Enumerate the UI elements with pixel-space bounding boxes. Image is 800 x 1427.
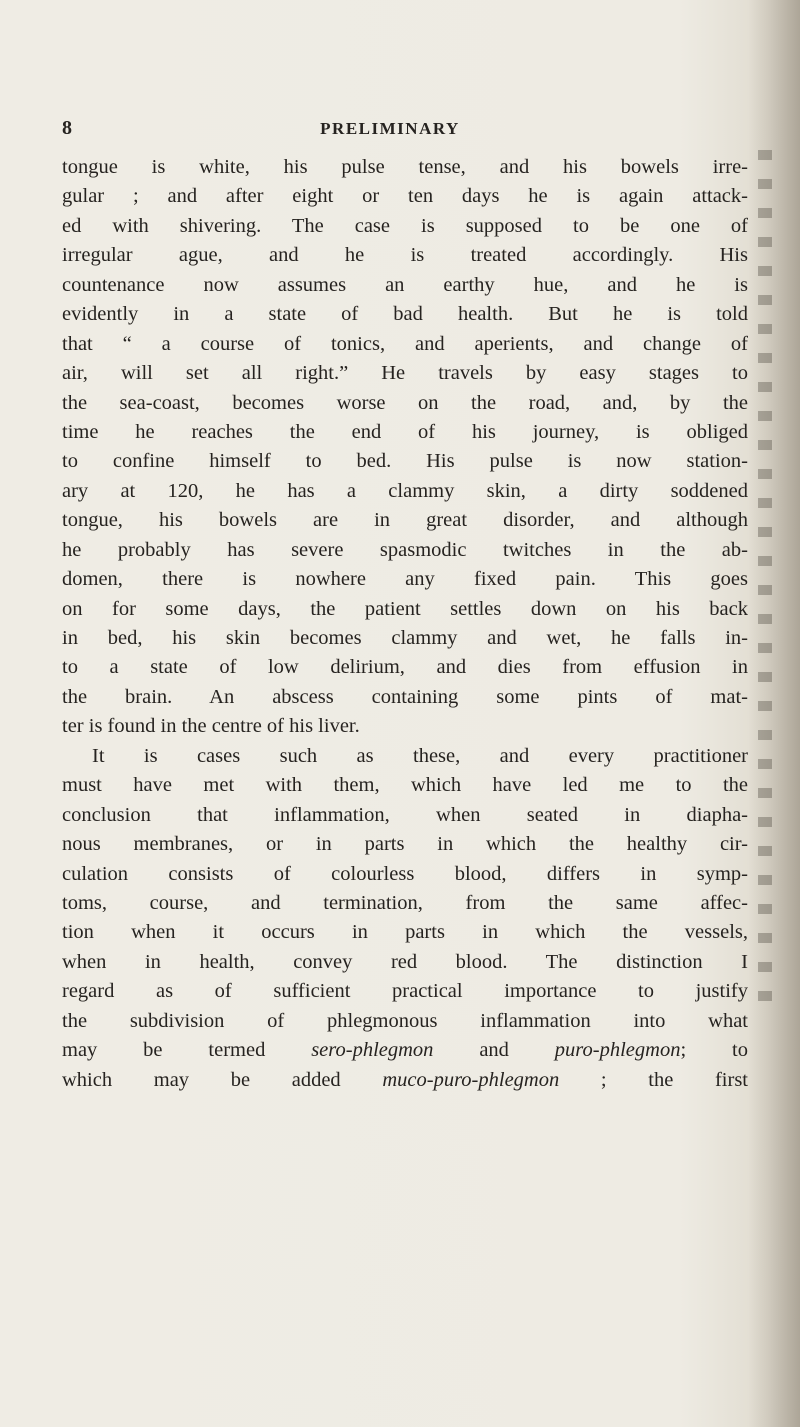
text-line: in bed, his skin becomes clammy and wet, he falls in- [62,627,748,649]
text-line [62,1036,748,1065]
italic-term: muco-puro-phlegmon [382,1068,560,1091]
text-line: that “ a course of tonics, and aperients, and change of [62,332,748,355]
text-line: when in health, convey red blood. The distinction I [62,950,748,973]
text-line: tion when it occurs in parts in which the vessels, [62,921,748,944]
text-line: conclusion that inflammation, when seated in diapha- [62,803,748,826]
italic-term: puro-phlegmon [554,1039,681,1062]
text-line: air, will set all right.” He travels by easy stages to [62,362,748,385]
text-run: which may be added [62,1068,383,1091]
text-line: the sea-coast, becomes worse on the road, and, by the [62,391,748,414]
text-line: to confine himself to bed. His pulse is now station- [62,450,748,473]
text-line: toms, course, and termination, from the same affec- [62,891,748,914]
text-line: he probably has severe spasmodic twitches in the ab- [62,538,748,561]
text-line: regard as of sufficient practical importance to justify [62,980,748,1003]
page-number: 8 [62,117,72,139]
text-line: evidently in a state of bad health. But he is told [62,303,748,326]
text-line: countenance now assumes an earthy hue, and he is [62,273,748,296]
text-line: tongue, his bowels are in great disorder, and although [62,509,748,532]
text-line: irregular ague, and he is treated accordingly. His [62,244,748,267]
text-run: and [433,1039,555,1062]
text-line: the brain. An abscess containing some pints of mat- [62,685,748,708]
text-line: tongue is white, his pulse tense, and his bowels irre- [62,156,748,178]
text-line: gular ; and after eight or ten days he is again attack- [62,185,748,208]
text-line: to a state of low delirium, and dies from effusion in [62,656,748,679]
text-line: nous membranes, or in parts in which the healthy cir- [62,833,748,856]
text-line: ter is found in the centre of his liver. [62,715,360,738]
text-line: must have met with them, which have led me to the [62,774,748,797]
text-line: domen, there is nowhere any fixed pain. This goes [62,568,748,591]
text-line: ary at 120, he has a clammy skin, a dirty soddened [62,479,748,502]
italic-term: sero-phlegmon [311,1039,434,1062]
adjacent-page-edge [758,150,772,1010]
text-line: the subdivision of phlegmonous inflammation into what [62,1009,748,1032]
text-line: time he reaches the end of his journey, is obliged [62,420,748,443]
text-run: may be termed [62,1039,312,1062]
text-run: ; to [680,1039,748,1062]
text-line [62,1066,748,1095]
text-line: ed with shivering. The case is supposed to be one of [62,214,748,237]
text-run: ; the first [559,1068,748,1091]
text-line: culation consists of colourless blood, differs in symp- [62,862,748,885]
page-gutter-shadow [748,0,800,1427]
text-line: on for some days, the patient settles down on his back [62,597,748,620]
body-text [62,153,748,1095]
running-head: PRELIMINARY [320,119,460,138]
text-line: It is cases such as these, and every practitioner [92,744,748,767]
